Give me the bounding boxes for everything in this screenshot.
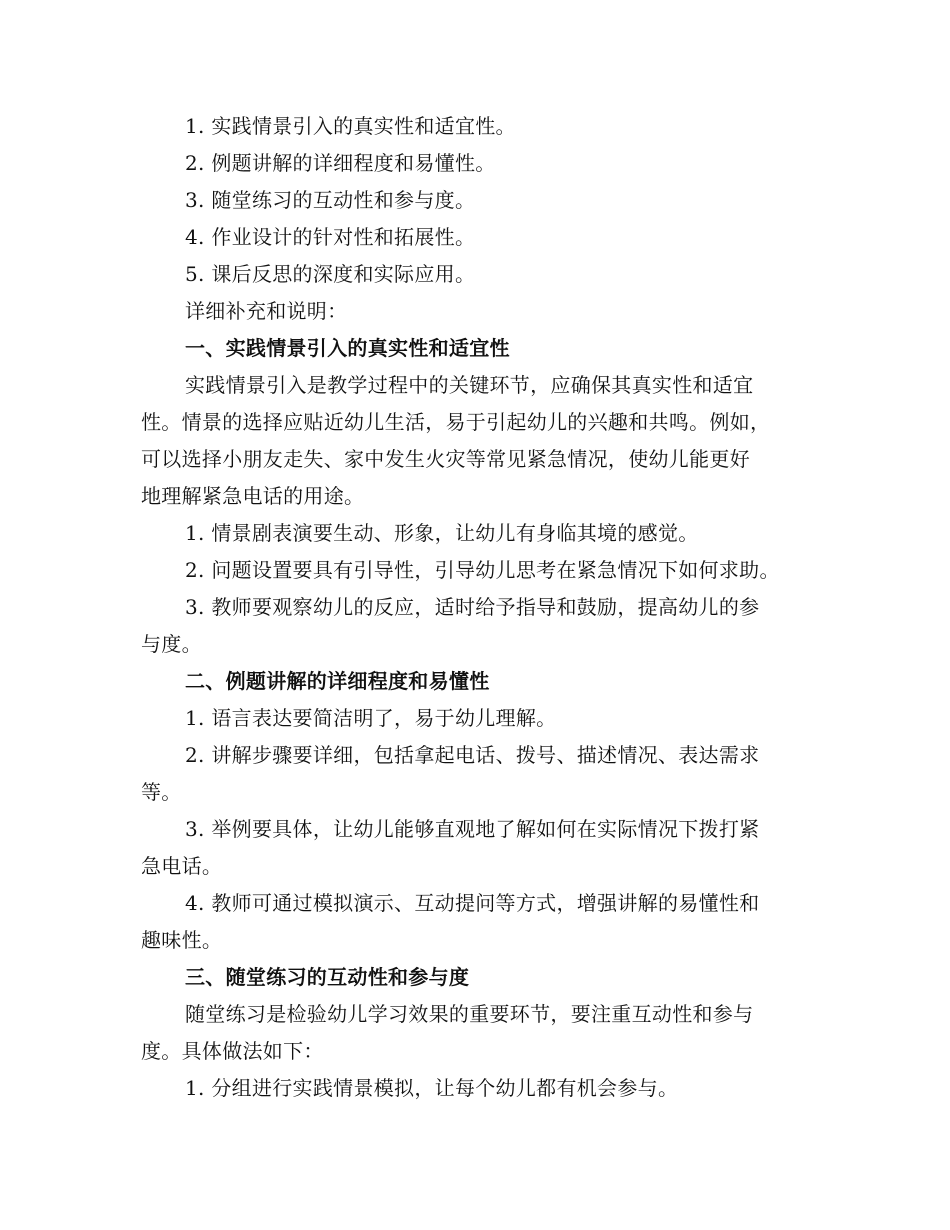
section2-item-4-continuation: 趣味性。 <box>141 928 223 952</box>
section1-item-3-continuation: 与度。 <box>141 632 202 656</box>
section2-item-3-continuation: 急电话。 <box>141 854 223 878</box>
section1-heading: 一、实践情景引入的真实性和适宜性 <box>185 336 510 360</box>
section3-paragraph-line: 随堂练习是检验幼儿学习效果的重要环节，要注重互动性和参与 <box>185 1002 754 1026</box>
summary-item-3: 3. 随堂练习的互动性和参与度。 <box>185 188 476 212</box>
supplement-label: 详细补充和说明： <box>185 299 348 323</box>
section2-item-1: 1. 语言表达要简洁明了，易于幼儿理解。 <box>185 706 557 730</box>
summary-item-5: 5. 课后反思的深度和实际应用。 <box>185 262 476 286</box>
section3-item-1: 1. 分组进行实践情景模拟，让每个幼儿都有机会参与。 <box>185 1076 679 1100</box>
section2-item-3: 3. 举例要具体，让幼儿能够直观地了解如何在实际情况下拨打紧 <box>185 817 760 841</box>
section3-paragraph-line: 度。具体做法如下： <box>141 1039 324 1063</box>
section2-item-2-continuation: 等。 <box>141 780 182 804</box>
section1-item-1: 1. 情景剧表演要生动、形象，让幼儿有身临其境的感觉。 <box>185 521 699 545</box>
section1-paragraph-line: 地理解紧急电话的用途。 <box>141 484 365 508</box>
summary-item-1: 1. 实践情景引入的真实性和适宜性。 <box>185 114 516 138</box>
section3-heading: 三、随堂练习的互动性和参与度 <box>185 965 470 989</box>
section1-item-3: 3. 教师要观察幼儿的反应，适时给予指导和鼓励，提高幼儿的参 <box>185 595 760 619</box>
section1-paragraph-line: 可以选择小朋友走失、家中发生火灾等常见紧急情况，使幼儿能更好 <box>141 447 750 471</box>
section2-item-4: 4. 教师可通过模拟演示、互动提问等方式，增强讲解的易懂性和 <box>185 891 760 915</box>
section1-paragraph-line: 实践情景引入是教学过程中的关键环节，应确保其真实性和适宜 <box>185 373 754 397</box>
section2-heading: 二、例题讲解的详细程度和易懂性 <box>185 669 490 693</box>
section1-paragraph-line: 性。情景的选择应贴近幼儿生活，易于引起幼儿的兴趣和共鸣。例如， <box>141 410 771 434</box>
summary-item-4: 4. 作业设计的针对性和拓展性。 <box>185 225 476 249</box>
section2-item-2: 2. 讲解步骤要详细，包括拿起电话、拨号、描述情况、表达需求 <box>185 743 760 767</box>
section1-item-2: 2. 问题设置要具有引导性，引导幼儿思考在紧急情况下如何求助。 <box>185 558 780 582</box>
summary-item-2: 2. 例题讲解的详细程度和易懂性。 <box>185 151 496 175</box>
